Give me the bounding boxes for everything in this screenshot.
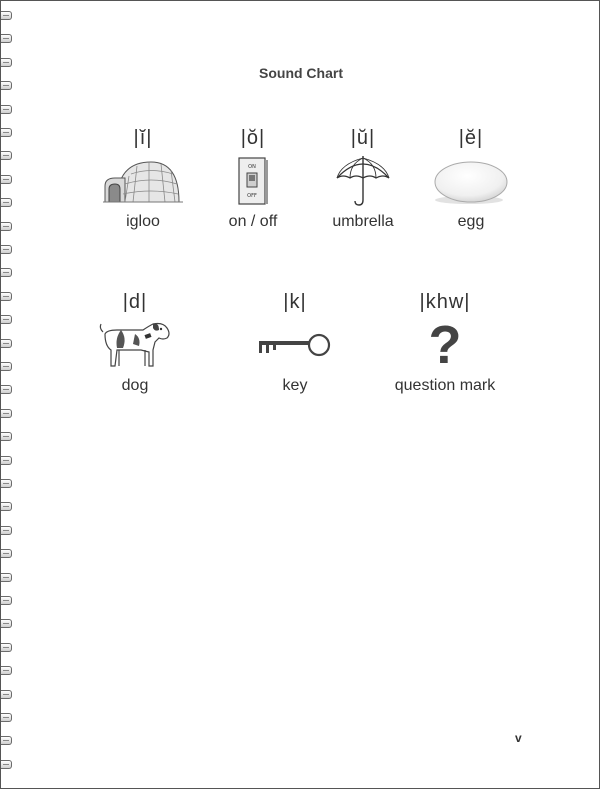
spiral-binding <box>1 11 13 781</box>
sound-card-o <box>193 125 313 231</box>
word-label: on / off <box>228 213 278 230</box>
question-mark-icon: ? <box>428 315 462 375</box>
binding-ring <box>1 11 12 20</box>
sound-card-d <box>75 289 195 395</box>
word-label: egg <box>457 213 485 230</box>
word-label: igloo <box>126 213 160 230</box>
binding-ring <box>1 573 12 582</box>
binding-ring <box>1 643 12 652</box>
igloo-icon <box>103 156 183 206</box>
phonetic-symbol: |k| <box>283 291 307 313</box>
binding-ring <box>1 666 12 675</box>
binding-ring <box>1 526 12 535</box>
binding-ring <box>1 690 12 699</box>
binding-ring <box>1 198 12 207</box>
binding-ring <box>1 713 12 722</box>
phonetic-symbol: |d| <box>122 291 148 313</box>
binding-ring <box>1 456 12 465</box>
word-label: umbrella <box>332 213 394 230</box>
binding-ring <box>1 339 12 348</box>
sound-card-i <box>83 125 203 231</box>
binding-ring <box>1 432 12 441</box>
phonetic-symbol: |ŭ| <box>350 127 376 149</box>
binding-ring <box>1 736 12 745</box>
word-label: key <box>282 377 308 394</box>
phonetic-symbol: |ŏ| <box>240 127 266 149</box>
binding-ring <box>1 315 12 324</box>
binding-ring <box>1 34 12 43</box>
binding-ring <box>1 479 12 488</box>
binding-ring <box>1 128 12 137</box>
switch-on-text: ON <box>248 164 256 170</box>
umbrella-icon <box>333 154 393 208</box>
phonetic-symbol: |ĭ| <box>133 127 153 149</box>
binding-ring <box>1 105 12 114</box>
sound-card-u <box>303 125 423 231</box>
binding-ring <box>1 81 12 90</box>
phonetic-symbol: |ĕ| <box>458 127 484 149</box>
sound-card-e <box>411 125 531 231</box>
word-label: dog <box>121 377 149 394</box>
binding-ring <box>1 409 12 418</box>
binding-ring <box>1 619 12 628</box>
binding-ring <box>1 222 12 231</box>
light-switch-icon <box>236 156 270 206</box>
binding-ring <box>1 596 12 605</box>
switch-off-text: OFF <box>247 193 257 199</box>
binding-ring <box>1 175 12 184</box>
binding-ring <box>1 760 12 769</box>
dog-icon <box>97 320 173 370</box>
binding-ring <box>1 245 12 254</box>
binding-ring <box>1 268 12 277</box>
egg-icon <box>431 156 511 206</box>
sound-card-khw <box>385 289 505 395</box>
binding-ring <box>1 362 12 371</box>
binding-ring <box>1 549 12 558</box>
phonetic-symbol: |khw| <box>419 291 471 313</box>
binding-ring <box>1 502 12 511</box>
page-number: v <box>515 731 522 745</box>
key-icon <box>255 330 335 360</box>
binding-ring <box>1 292 12 301</box>
word-label: question mark <box>394 377 496 394</box>
binding-ring <box>1 385 12 394</box>
sound-card-k <box>235 289 355 395</box>
page-title: Sound Chart <box>259 65 343 81</box>
binding-ring <box>1 151 12 160</box>
